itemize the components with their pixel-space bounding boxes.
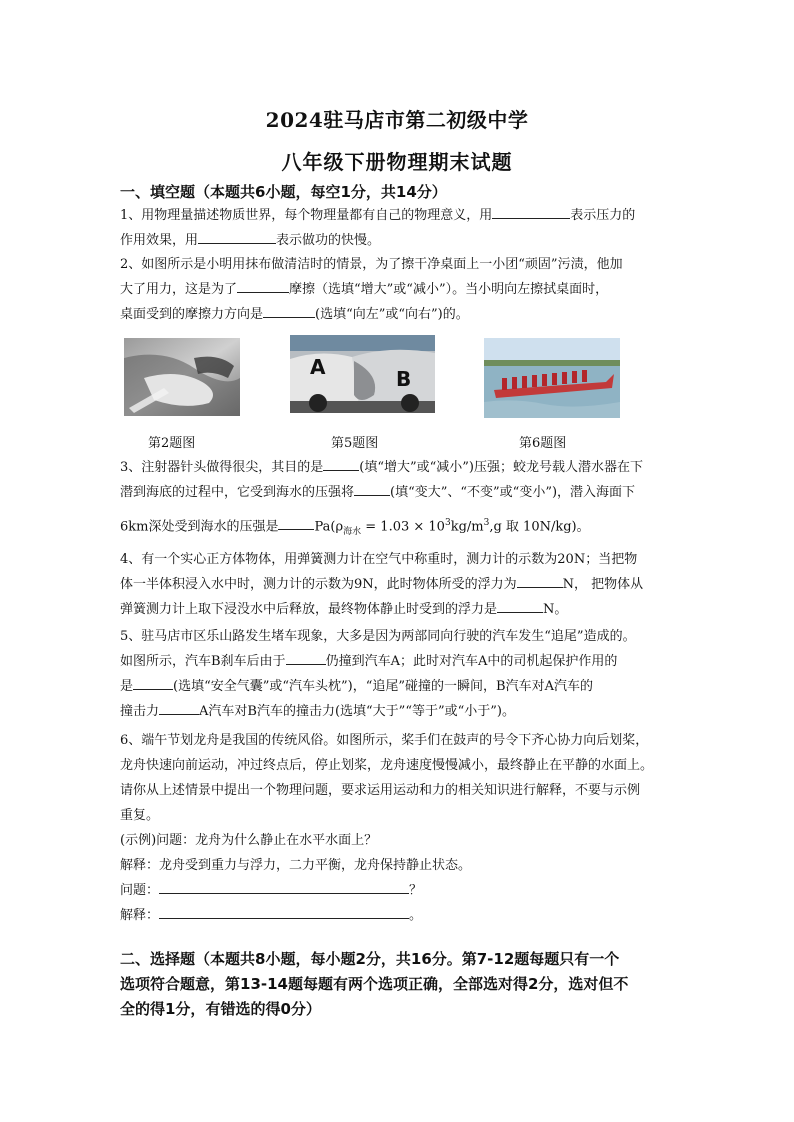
- answer-blank: [263, 303, 315, 318]
- answer-blank: [517, 573, 563, 588]
- answer-blank: [497, 598, 543, 613]
- explanation-blank: [159, 904, 409, 919]
- question-5: 5、驻马店市区乐山路发生堵车现象，大多是因为两部同向行驶的汽车发生“追尾”造成的。 如图所示，汽车B刹车后由于 仍撞到汽车A；此时对汽车A中的司机起保护作用的 是 (选填“安全气囊”或“汽车头枕”)，“追尾”碰撞的一瞬间，B汽车对A汽车的 撞击力 A汽车对B汽车的撞击力(选填“大于”“等于”或“小于”)。: [120, 629, 636, 719]
- question-4: 4、有一个实心正方体物体，用弹簧测力计在空气中称重时，测力计的示数为20N；当把物 体一半体积浸入水中时，测力计的示数为9N，此时物体所受的浮力为 N， 把物体从 弹簧测力计上取下浸没水中后释放，最终物体静止时受到的浮力是 N。: [120, 552, 644, 617]
- question-1: 1、用物理量描述物质世界，每个物理量都有自己的物理意义，用 表示压力的 作用效果，用 表示做功的快慢。: [120, 203, 680, 253]
- exam-title: 八年级下册物理期末试题: [281, 150, 513, 174]
- figure-5-caption: 第5题图: [331, 436, 379, 451]
- question-6: 6、端午节划龙舟是我国的传统风俗。如图所示，桨手们在鼓声的号令下齐心协力向后划桨， 龙舟快速向前运动，冲过终点后，停止划桨，龙舟速度慢慢减小，最终静止在平静的水面上。 请你从上述情景中提出一个物理问题，要求运用运动和力的相关知识进行解释，不要与示例 重复。 (示例)问题：龙舟为什么静止在水平水面上？ 解释：龙舟受到重力与浮力，二力平衡，龙舟保持静止状态。 问题： ？ 解释： 。: [120, 728, 680, 928]
- figure-2-photo: [124, 338, 240, 416]
- figure-5-photo: [290, 335, 435, 413]
- answer-blank: [323, 456, 359, 471]
- answer-blank: [159, 700, 199, 715]
- section1-heading: 一、填空题（本题共6小题，每空1分，共14分）: [120, 183, 447, 201]
- question-blank: [159, 879, 409, 894]
- answer-blank: [492, 204, 570, 219]
- question-2: 2、如图所示是小明用抹布做清洁时的情景，为了擦干净桌面上一小团“顽固”污渍，他加 大了用力，这是为了 摩擦（选填“增大”或“减小”）。当小明向左擦拭桌面时， 桌面受到的摩擦力方向是 (选填“向左”或“向右”)的。: [120, 257, 623, 322]
- car-b-label: B: [396, 367, 412, 391]
- answer-blank: [278, 515, 314, 530]
- answer-blank: [133, 675, 173, 690]
- figure-2-caption: 第2题图: [148, 436, 196, 451]
- example-answer: 解释：龙舟受到重力与浮力，二力平衡，龙舟保持静止状态。: [120, 858, 472, 873]
- school-title: 2024驻马店市第二初级中学: [265, 108, 529, 132]
- figure-6-photo: [484, 338, 620, 418]
- section2-heading: 二、选择题（本题共8小题，每小题2分，共16分。第7-12题每题只有一个 选项符合题意，第13-14题每题有两个选项正确，全部选对得2分，选对但不 全的得1分，有错选的得0分）: [120, 950, 629, 1018]
- figure-6-caption: 第6题图: [519, 436, 567, 451]
- dragon-boat-image: [484, 338, 620, 418]
- answer-blank: [198, 229, 276, 244]
- answer-blank: [286, 650, 326, 665]
- question-3: 3、注射器针头做得很尖，其目的是 (填“增大”或“减小”)压强；蛟龙号载人潜水器在下 潜到海底的过程中，它受到海水的压强将 (填“变大”、“不变”或“变小”)，潜入海面下 6km深处受到海水的压强是 $Pa(\rho_{海水} = 1.03 \times 10^3kg/m^3,g$ 取 10N/kg)。: [120, 455, 680, 545]
- example-question: (示例)问题：龙舟为什么静止在水平水面上？: [120, 833, 378, 848]
- answer-blank: [237, 278, 289, 293]
- answer-blank: [354, 481, 390, 496]
- car-a-label: A: [310, 355, 326, 379]
- cloth-hand-image: [124, 338, 240, 416]
